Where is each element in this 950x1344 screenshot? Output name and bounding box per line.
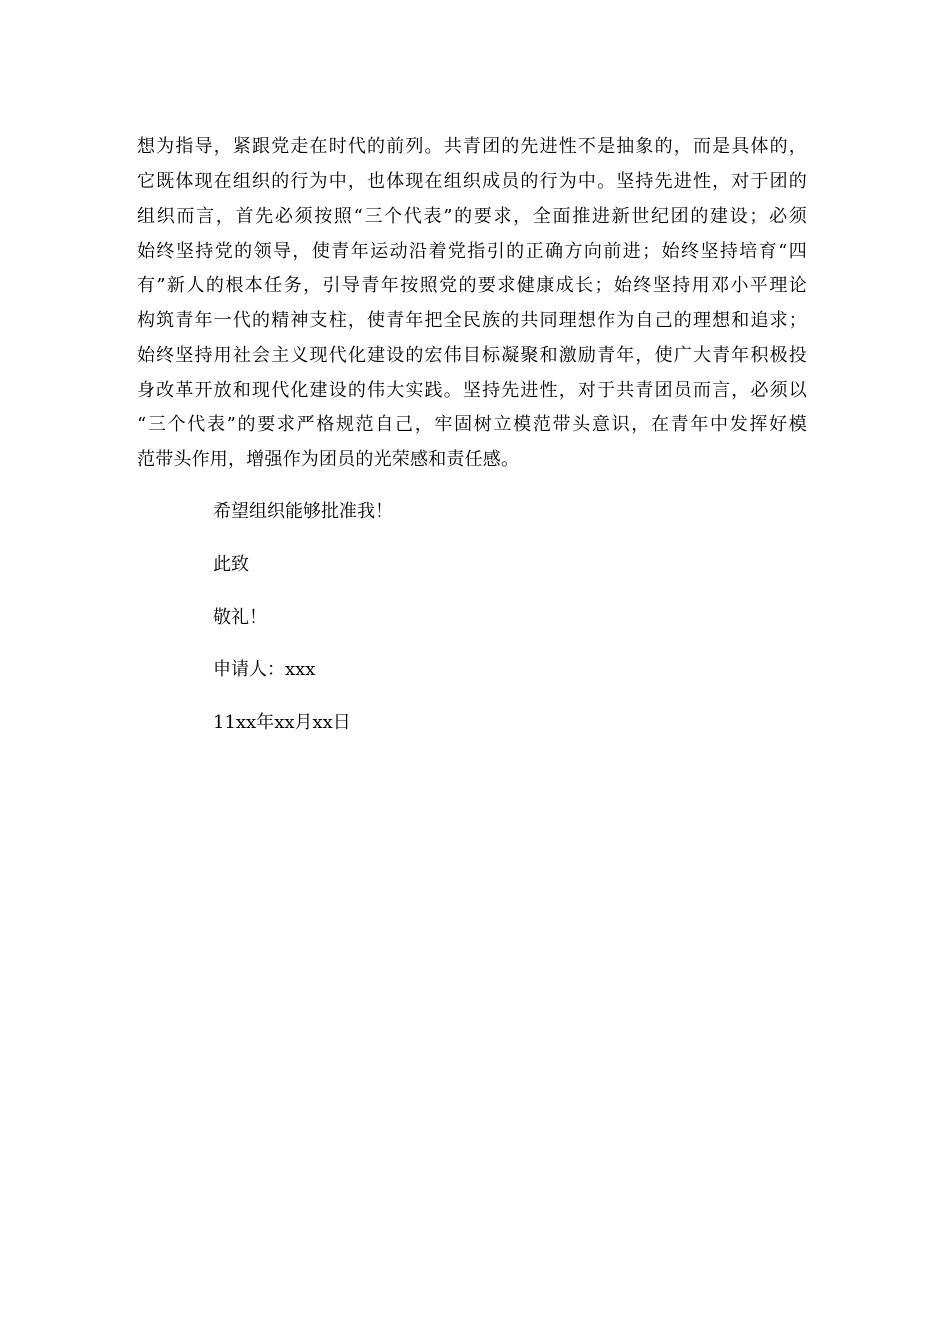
closing-regards-1: 此致 (213, 554, 249, 575)
closing-regards-2: 敬礼！ (213, 607, 267, 628)
body-line-5: 有”新人的根本任务，引导青年按照党的要求健康成长；始终坚持用邓小平理论 (137, 275, 807, 296)
body-line-9: “三个代表”的要求严格规范自己，牢固树立模范带头意识，在青年中发挥好模 (137, 414, 807, 435)
body-line-3: 组织而言，首先必须按照“三个代表”的要求，全面推进新世纪团的建设；必须 (137, 206, 807, 227)
body-line-7: 始终坚持用社会主义现代化建设的宏伟目标凝聚和激励青年，使广大青年积极投 (137, 345, 807, 366)
body-line-10: 范带头作用，增强作为团员的光荣感和责任感。 (137, 449, 520, 470)
body-line-2: 它既体现在组织的行为中，也体现在组织成员的行为中。坚持先进性，对于团的 (137, 171, 807, 192)
application-date: 11xx年xx月xx日 (213, 712, 351, 733)
closing-hope: 希望组织能够批准我！ (213, 501, 393, 522)
body-line-1: 想为指导，紧跟党走在时代的前列。共青团的先进性不是抽象的，而是具体的， (137, 136, 807, 157)
body-line-6: 构筑青年一代的精神支柱，使青年把全民族的共同理想作为自己的理想和追求； (137, 310, 807, 331)
applicant-signature: 申请人：xxx (213, 659, 316, 680)
body-line-4: 始终坚持党的领导，使青年运动沿着党指引的正确方向前进；始终坚持培育“四 (137, 241, 807, 262)
body-line-8: 身改革开放和现代化建设的伟大实践。坚持先进性，对于共青团员而言，必须以 (137, 380, 807, 401)
